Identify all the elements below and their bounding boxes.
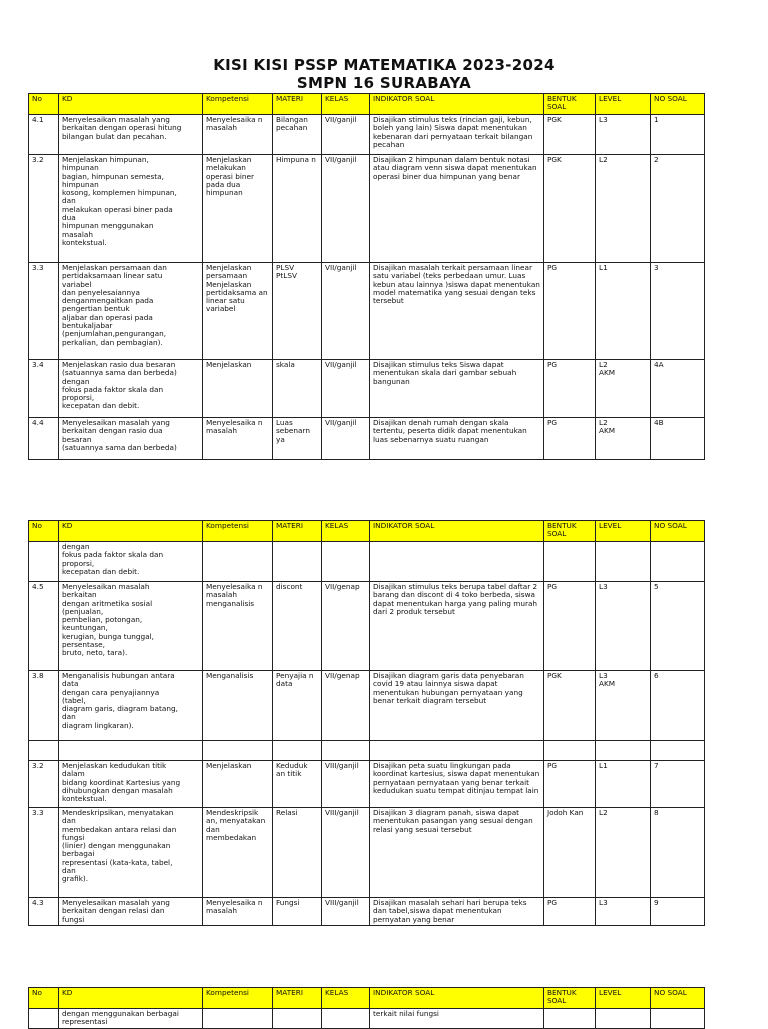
cell-no: 3.8 (29, 671, 59, 741)
cell-no: 3.3 (29, 808, 59, 898)
cell-indikator-soal: Disajikan 3 diagram panah, siswa dapat menentukan pasangan yang sesuai dengan relasi yang sesuai tersebut (370, 808, 544, 898)
table-row (29, 542, 705, 582)
header-bentuk-soal: BENTUK SOAL (544, 94, 596, 115)
header-level: LEVEL (596, 988, 651, 1009)
header-bentuk-soal: BENTUK SOAL (544, 521, 596, 542)
table-row (29, 582, 705, 671)
cell-kelas: VII/ganjil (322, 360, 370, 418)
header-kd: KD (59, 988, 203, 1009)
table-row (29, 418, 705, 460)
header-indikator-soal: INDIKATOR SOAL (370, 988, 544, 1009)
cell-level (596, 1009, 651, 1029)
cell-kd: Mendeskripsikan, menyatakan dan membedakan antara relasi dan fungsi (linier) dengan menggunakan berbagai representasi (kata-kata, tabel, dan grafik). (59, 808, 203, 898)
cell-kompetensi: Menjelaskan persamaan Menjelaskan pertidaksama an linear satu variabel (203, 263, 273, 360)
cell-bentuk-soal: PG (544, 263, 596, 360)
cell-level: L3 (596, 115, 651, 155)
cell-materi: PLSV PtLSV (273, 263, 322, 360)
cell-kompetensi: Mendeskripsik an, menyatakan dan membedakan (203, 808, 273, 898)
cell-indikator-soal: Disajikan denah rumah dengan skala tertentu, peserta didik dapat menentukan luas sebenarnya suatu ruangan (370, 418, 544, 460)
cell-kompetensi (203, 741, 273, 761)
cell-kelas: VII/genap (322, 671, 370, 741)
cell-materi: Luas sebenarn ya (273, 418, 322, 460)
header-level: LEVEL (596, 94, 651, 115)
cell-kd: Menyelesaikan masalah yang berkaitan dengan relasi dan fungsi (59, 898, 203, 926)
cell-kelas: VII/ganjil (322, 418, 370, 460)
cell-kompetensi: Menjelaskan melakukan operasi biner pada dua himpunan (203, 155, 273, 263)
cell-no-soal (651, 741, 705, 761)
cell-no: 4.5 (29, 582, 59, 671)
cell-kd: Menjelaskan rasio dua besaran (satuannya sama dan berbeda) dengan fokus pada faktor skala dan proporsi, kecepatan dan debit. (59, 360, 203, 418)
cell-indikator-soal: Disajikan masalah sehari hari berupa teks dan tabel,siswa dapat menentukan pernyatan yang benar (370, 898, 544, 926)
cell-no: 4.1 (29, 115, 59, 155)
cell-no-soal: 1 (651, 115, 705, 155)
cell-kompetensi: Menyelesaika n masalah (203, 898, 273, 926)
cell-materi: Fungsi (273, 898, 322, 926)
cell-no-soal (651, 1009, 705, 1029)
cell-kelas: VIII/ganjil (322, 898, 370, 926)
cell-level: L2 (596, 155, 651, 263)
table-header-row (29, 521, 705, 542)
cell-bentuk-soal (544, 542, 596, 582)
kisi-table-3 (28, 987, 705, 1029)
header-no: No (29, 94, 59, 115)
cell-kd: dengan fokus pada faktor skala dan proporsi, kecepatan dan debit. (59, 542, 203, 582)
cell-level: L1 (596, 263, 651, 360)
cell-no: 3.2 (29, 155, 59, 263)
cell-no: 3.3 (29, 263, 59, 360)
cell-level: L3 (596, 898, 651, 926)
kisi-table-2 (28, 520, 705, 926)
cell-indikator-soal: Disajikan 2 himpunan dalam bentuk notasi atau diagram venn siswa dapat menentukan operasi biner dua himpunan yang benar (370, 155, 544, 263)
table-header-row (29, 94, 705, 115)
cell-level: L2 AKM (596, 418, 651, 460)
cell-kd: Menjelaskan kedudukan titik dalam bidang koordinat Kartesius yang dihubungkan dengan masalah kontekstual. (59, 761, 203, 808)
header-kd: KD (59, 521, 203, 542)
cell-indikator-soal: Disajikan stimulus teks berupa tabel daftar 2 barang dan discont di 4 toko berbeda, siswa dapat menentukan harga yang paling murah dari 2 produk tersebut (370, 582, 544, 671)
table-row (29, 808, 705, 898)
cell-bentuk-soal: PG (544, 418, 596, 460)
cell-kd: Menjelaskan himpunan, himpunan bagian, himpunan semesta, himpunan kosong, komplemen himpunan, dan melakukan operasi biner pada dua himpunan menggunakan masalah kontekstual. (59, 155, 203, 263)
cell-no-soal: 8 (651, 808, 705, 898)
table-row (29, 898, 705, 926)
cell-no-soal: 4A (651, 360, 705, 418)
header-materi: MATERI (273, 988, 322, 1009)
cell-level: L2 (596, 808, 651, 898)
cell-no-soal: 5 (651, 582, 705, 671)
cell-kompetensi: Menganalisis (203, 671, 273, 741)
table-row (29, 741, 705, 761)
header-kelas: KELAS (322, 521, 370, 542)
cell-bentuk-soal (544, 741, 596, 761)
header-kompetensi: Kompetensi (203, 94, 273, 115)
header-kelas: KELAS (322, 988, 370, 1009)
cell-kd: Menyelesaikan masalah yang berkaitan dengan rasio dua besaran (satuannya sama dan berbeda) (59, 418, 203, 460)
cell-kelas: VII/ganjil (322, 155, 370, 263)
kisi-table-1 (28, 93, 705, 460)
cell-no-soal: 9 (651, 898, 705, 926)
cell-materi: Penyajia n data (273, 671, 322, 741)
cell-level (596, 542, 651, 582)
cell-materi (273, 741, 322, 761)
cell-no-soal: 3 (651, 263, 705, 360)
cell-kompetensi: Menjelaskan (203, 360, 273, 418)
cell-materi (273, 542, 322, 582)
cell-bentuk-soal: PGK (544, 155, 596, 263)
header-materi: MATERI (273, 521, 322, 542)
cell-kelas: VIII/ganjil (322, 808, 370, 898)
cell-indikator-soal (370, 542, 544, 582)
cell-bentuk-soal (544, 1009, 596, 1029)
cell-materi: Relasi (273, 808, 322, 898)
cell-indikator-soal: Disajikan peta suatu lingkungan pada koordinat kartesius, siswa dapat menentukan pernyataan pernyataan yang benar terkait kedudukan suatu tempat ditinjau tempat lain (370, 761, 544, 808)
cell-kompetensi (203, 542, 273, 582)
cell-bentuk-soal: Jodoh Kan (544, 808, 596, 898)
header-no-soal: NO SOAL (651, 521, 705, 542)
header-kompetensi: Kompetensi (203, 988, 273, 1009)
cell-kompetensi: Menyelesaika n masalah (203, 115, 273, 155)
table-row (29, 671, 705, 741)
cell-no (29, 741, 59, 761)
cell-no: 4.3 (29, 898, 59, 926)
header-no-soal: NO SOAL (651, 988, 705, 1009)
cell-no-soal: 2 (651, 155, 705, 263)
cell-indikator-soal (370, 741, 544, 761)
cell-materi: Keduduk an titik (273, 761, 322, 808)
cell-bentuk-soal: PG (544, 761, 596, 808)
cell-bentuk-soal: PGK (544, 671, 596, 741)
cell-no: 3.4 (29, 360, 59, 418)
header-indikator-soal: INDIKATOR SOAL (370, 521, 544, 542)
table-row (29, 360, 705, 418)
cell-kd: Menyelesaikan masalah yang berkaitan dengan operasi hitung bilangan bulat dan pecahan. (59, 115, 203, 155)
cell-kelas (322, 741, 370, 761)
table-row (29, 263, 705, 360)
cell-bentuk-soal: PG (544, 360, 596, 418)
cell-kd: dengan menggunakan berbagai representasi (59, 1009, 203, 1029)
cell-kelas (322, 542, 370, 582)
cell-level: L1 (596, 761, 651, 808)
cell-kompetensi: Menyelesaika n masalah (203, 418, 273, 460)
cell-indikator-soal: Disajikan stimulus teks Siswa dapat menentukan skala dari gambar sebuah bangunan (370, 360, 544, 418)
cell-no-soal (651, 542, 705, 582)
header-kelas: KELAS (322, 94, 370, 115)
cell-no (29, 542, 59, 582)
cell-no: 4.4 (29, 418, 59, 460)
header-level: LEVEL (596, 521, 651, 542)
cell-no-soal: 6 (651, 671, 705, 741)
table-row (29, 155, 705, 263)
cell-no: 3.2 (29, 761, 59, 808)
cell-kelas: VIII/ganjil (322, 761, 370, 808)
cell-level: L3 AKM (596, 671, 651, 741)
cell-bentuk-soal: PGK (544, 115, 596, 155)
cell-kd (59, 741, 203, 761)
cell-indikator-soal: Disajikan diagram garis data penyebaran covid 19 atau lainnya siswa dapat menentukan hubungan pernyataan yang benar terkait diagram tersebut (370, 671, 544, 741)
cell-kompetensi (203, 1009, 273, 1029)
cell-materi (273, 1009, 322, 1029)
table-header-row (29, 988, 705, 1009)
cell-indikator-soal: Disajikan masalah terkait persamaan linear satu variabel (teks perbedaan umur. Luas kebun atau lainnya )siswa dapat menentukan model matematika yang sesuai dengan teks tersebut (370, 263, 544, 360)
cell-no (29, 1009, 59, 1029)
cell-materi: Himpuna n (273, 155, 322, 263)
cell-kd: Menjelaskan persamaan dan pertidaksamaan linear satu variabel dan penyelesaiannya denganmengaitkan pada pengertian bentuk aljabar dan operasi pada bentukaljabar (penjumlahan,pengurangan, perkalian, dan pembagian). (59, 263, 203, 360)
cell-level: L3 (596, 582, 651, 671)
cell-level (596, 741, 651, 761)
document-title: KISI KISI PSSP MATEMATIKA 2023-2024 (213, 56, 555, 74)
school-name: SMPN 16 SURABAYA (296, 74, 472, 92)
table-row (29, 761, 705, 808)
cell-no-soal: 4B (651, 418, 705, 460)
cell-kelas: VII/genap (322, 582, 370, 671)
cell-kd: Menyelesaikan masalah berkaitan dengan aritmetika sosial (penjualan, pembelian, potongan, keuntungan, kerugian, bunga tunggal, persentase, bruto, neto, tara). (59, 582, 203, 671)
header-indikator-soal: INDIKATOR SOAL (370, 94, 544, 115)
cell-kelas: VII/ganjil (322, 263, 370, 360)
cell-kompetensi: Menyelesaika n masalah menganalisis (203, 582, 273, 671)
cell-kelas: VII/ganjil (322, 115, 370, 155)
header-no: No (29, 521, 59, 542)
table-row (29, 115, 705, 155)
cell-indikator-soal: terkait nilai fungsi (370, 1009, 544, 1029)
header-no-soal: NO SOAL (651, 94, 705, 115)
header-kompetensi: Kompetensi (203, 521, 273, 542)
header-bentuk-soal: BENTUK SOAL (544, 988, 596, 1009)
header-materi: MATERI (273, 94, 322, 115)
cell-level: L2 AKM (596, 360, 651, 418)
cell-no-soal: 7 (651, 761, 705, 808)
cell-materi: Bilangan pecahan (273, 115, 322, 155)
cell-indikator-soal: Disajikan stimulus teks (rincian gaji, kebun, boleh yang lain) Siswa dapat menentukan kebenaran dari pernyataan terkait bilangan pecahan (370, 115, 544, 155)
cell-materi: discont (273, 582, 322, 671)
cell-bentuk-soal: PG (544, 582, 596, 671)
cell-bentuk-soal: PG (544, 898, 596, 926)
cell-kd: Menganalisis hubungan antara data dengan cara penyajiannya (tabel, diagram garis, diagram batang, dan diagram lingkaran). (59, 671, 203, 741)
table-row (29, 1009, 705, 1029)
header-no: No (29, 988, 59, 1009)
cell-materi: skala (273, 360, 322, 418)
cell-kelas (322, 1009, 370, 1029)
header-kd: KD (59, 94, 203, 115)
cell-kompetensi: Menjelaskan (203, 761, 273, 808)
